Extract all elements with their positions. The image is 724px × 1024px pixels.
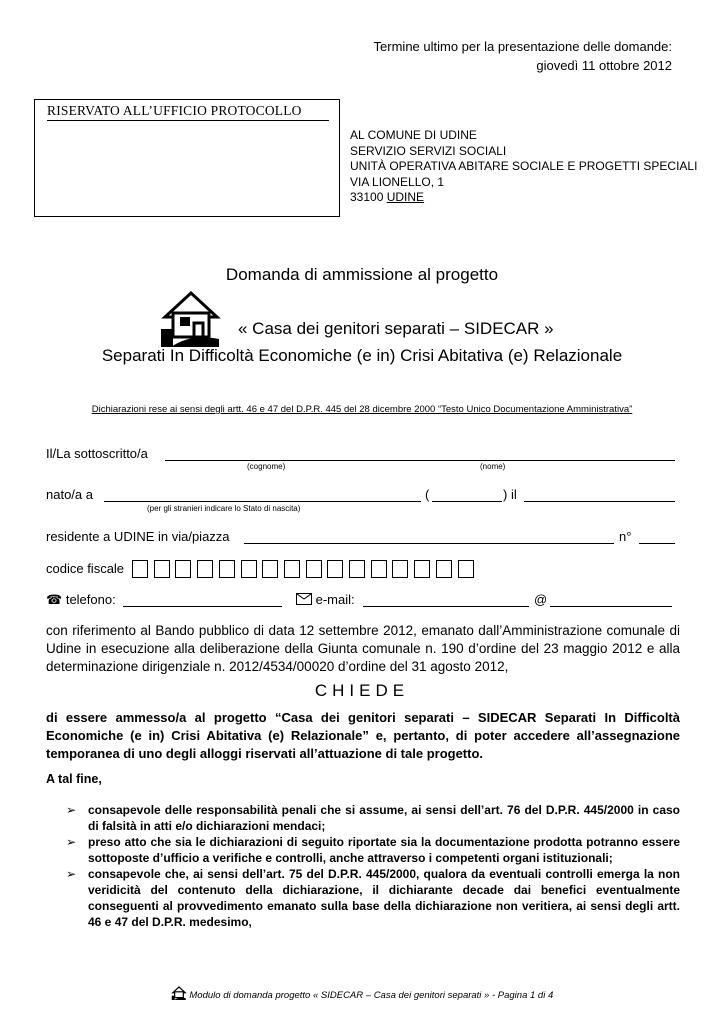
street-field[interactable] bbox=[244, 543, 614, 544]
street-number-field[interactable] bbox=[639, 543, 675, 544]
tax-code-box[interactable] bbox=[154, 560, 170, 578]
residence-label: residente a UDINE in via/piazza bbox=[46, 529, 230, 544]
request-paragraph: di essere ammesso/a al progetto “Casa dei genitori separati – SIDECAR Separati In Difficoltà Economiche (e in) Crisi Abitativa (e) Relazionale” e, pertanto, di poter accedere all’assegnazione temporanea di uno degli alloggi riservati all’attuazione di tale progetto. bbox=[46, 710, 680, 761]
city: UDINE bbox=[386, 190, 425, 204]
address-line: SERVIZIO SERVIZI SOCIALI bbox=[350, 143, 507, 158]
envelope-icon bbox=[296, 593, 312, 605]
email-user-field[interactable] bbox=[363, 606, 529, 607]
arrow-bullet-icon: ➢ bbox=[66, 835, 77, 849]
tax-code-box[interactable] bbox=[371, 560, 387, 578]
request-heading: CHIEDE bbox=[314, 681, 410, 700]
address-line: AL COMUNE DI UDINE bbox=[350, 128, 477, 142]
tax-code-box[interactable] bbox=[197, 560, 213, 578]
email-domain-field[interactable] bbox=[550, 606, 672, 607]
tax-code-box[interactable] bbox=[327, 560, 343, 578]
protocol-box bbox=[34, 99, 340, 217]
page-footer bbox=[0, 986, 724, 1003]
deadline-date: giovedì 11 ottobre 2012 bbox=[536, 58, 672, 73]
address-line: UNITÀ OPERATIVA ABITARE SOCIALE E PROGETTI SPECIALI bbox=[350, 159, 698, 173]
declaration-note bbox=[0, 404, 724, 415]
list-item bbox=[66, 834, 680, 866]
arrow-bullet-icon: ➢ bbox=[66, 867, 77, 881]
birthdate-field[interactable] bbox=[524, 501, 675, 502]
phone-field[interactable] bbox=[123, 606, 282, 607]
protocol-box-title: RISERVATO ALL’UFFICIO PROTOCOLLO bbox=[47, 103, 329, 121]
address-line: VIA LIONELLO, 1 bbox=[350, 174, 445, 189]
phone-row bbox=[46, 592, 116, 608]
born-label: nato/a a bbox=[46, 487, 93, 502]
email-row bbox=[296, 592, 355, 607]
surname-hint: (cognome) bbox=[247, 462, 286, 471]
name-hint: (nome) bbox=[480, 462, 506, 471]
deadline-label: Termine ultimo per la presentazione delle domande: bbox=[373, 39, 672, 54]
tax-code-box[interactable] bbox=[132, 560, 148, 578]
house-icon bbox=[161, 289, 221, 347]
province-field[interactable] bbox=[432, 501, 502, 502]
street-number-label: n° bbox=[619, 529, 632, 544]
list-item-text: consapevole delle responsabilità penali che si assume, ai sensi dell’art. 76 del D.P.R. 445/2000 in caso di falsità in atti e/o dichiarazioni mendaci; bbox=[88, 803, 680, 833]
list-item bbox=[66, 866, 680, 930]
phone-label: telefono: bbox=[65, 592, 116, 607]
list-item-text: preso atto che sia le dichiarazioni di seguito riportate sia la documentazione prodotta potranno essere sottoposte d’ufficio a verifiche e controlli, anche attraverso i competenti organi istituzionali; bbox=[88, 835, 680, 865]
tax-code-box[interactable] bbox=[241, 560, 257, 578]
project-name: « Casa dei genitori separati – SIDECAR » bbox=[238, 319, 554, 338]
a-tal-fine: A tal fine, bbox=[46, 772, 102, 786]
tax-code-box[interactable] bbox=[414, 560, 430, 578]
reference-paragraph: con riferimento al Bando pubblico di data 12 settembre 2012, emanato dall’Amministrazione comunale di Udine in esecuzione alla deliberazione della Giunta comunale n. 190 d’ordine del 23 maggio 2012 e alla determinazione dirigenziale n. 2012/4534/00020 d’ordine del 31 agosto 2012, bbox=[46, 623, 680, 674]
tax-code-box[interactable] bbox=[262, 560, 278, 578]
phone-icon: ☎ bbox=[46, 592, 63, 607]
tax-code-box[interactable] bbox=[458, 560, 474, 578]
birthplace-field[interactable] bbox=[104, 501, 421, 502]
undersigned-field[interactable] bbox=[165, 460, 675, 461]
tax-code-box[interactable] bbox=[306, 560, 322, 578]
tax-code-box[interactable] bbox=[392, 560, 408, 578]
tax-code-box[interactable] bbox=[175, 560, 191, 578]
declaration-text: Dichiarazioni rese ai sensi degli artt. 46 e 47 del D.P.R. 445 del 28 dicembre 2000 “Testo Unico Documentazione Amministrativa” bbox=[91, 404, 633, 415]
address-city-line bbox=[350, 190, 697, 206]
at-sign: @ bbox=[534, 592, 548, 607]
birthdate-label: ) il bbox=[503, 487, 517, 502]
footer-text: Modulo di domanda progetto « SIDECAR – Casa dei genitori separati » - Pagina 1 di 4 bbox=[189, 990, 554, 1001]
tax-code-box[interactable] bbox=[436, 560, 452, 578]
bullet-list bbox=[66, 802, 680, 930]
house-icon bbox=[171, 986, 187, 1003]
page-title: Domanda di ammissione al progetto bbox=[225, 265, 499, 284]
list-item-text: consapevole che, ai sensi dell’art. 75 del D.P.R. 445/2000, qualora da eventuali controlli emerga la non veridicità del contenuto della dichiarazione, il dichiarante decade dai benefici eventualmente conseguenti al provvedimento emanato sulla base della dichiarazione non veritiera, ai sensi degli artt. 46 e 47 del D.P.R. medesimo, bbox=[88, 867, 680, 929]
email-label: e-mail: bbox=[315, 592, 355, 607]
province-open-paren: ( bbox=[425, 487, 430, 502]
project-subtitle: Separati In Difficoltà Economiche (e in) Crisi Abitativa (e) Relazionale bbox=[101, 346, 623, 365]
tax-code-box[interactable] bbox=[219, 560, 235, 578]
postcode: 33100 bbox=[350, 190, 384, 204]
tax-code-label: codice fiscale bbox=[46, 561, 125, 576]
tax-code-box[interactable] bbox=[284, 560, 300, 578]
foreign-birth-hint: (per gli stranieri indicare lo Stato di nascita) bbox=[147, 504, 301, 513]
list-item bbox=[66, 802, 680, 834]
arrow-bullet-icon: ➢ bbox=[66, 803, 77, 817]
undersigned-label: Il/La sottoscritto/a bbox=[46, 446, 148, 461]
recipient-address bbox=[350, 128, 697, 206]
tax-code-box[interactable] bbox=[349, 560, 365, 578]
